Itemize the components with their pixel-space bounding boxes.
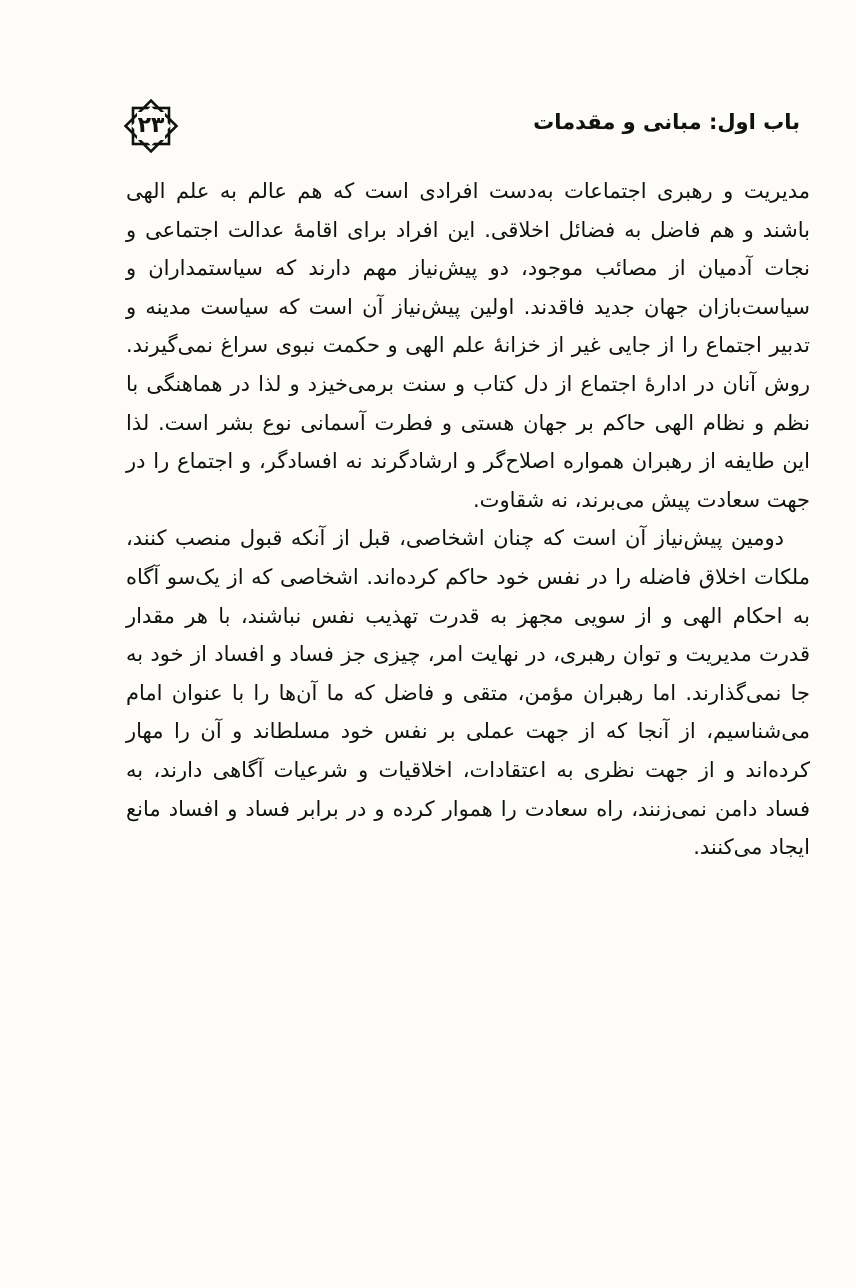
chapter-title: باب اول: مبانی و مقدمات [533,110,800,134]
page-number: ۲۳ [137,113,165,138]
paragraph-2: دومین پیش‌نیاز آن است که چنان اشخاصی، قبل از آنکه قبول منصب کنند، ملکات اخلاق فاضله را در نفس خود حاکم کرده‌اند. اشخاصی که از یک‌سو آگاه به احکام الهی و از سویی مجهز به قدرت تهذیب نفس نباشند، با هر مقدار قدرت مدیریت و توان رهبری، در نهایت امر، چیزی جز فساد و افساد از خود به جا نمی‌گذارند. اما رهبران مؤمن، متقی و فاضل که ما آن‌ها را با عنوان امام می‌شناسیم، از آنجا که از جهت عملی بر نفس خود مسلطاند و آن را مهار کرده‌اند و از جهت نظری به اعتقادات، اخلاقیات و شرعیات آگاهی دارند، به فساد دامن نمی‌زنند، راه سعادت را هموار کرده و در برابر فساد و افساد مانع ایجاد می‌کنند. [126,526,810,860]
page-number-badge [120,96,182,156]
page-header [120,96,800,156]
body-text [126,172,810,867]
paragraph-1: مدیریت و رهبری اجتماعات به‌دست افرادی است که هم عالم به علم الهی باشند و هم فاضل به فضائل اخلاقی. این افراد برای اقامهٔ عدالت اجتماعی و نجات آدمیان از مصائب موجود، دو پیش‌نیاز مهم دارند که سیاستمداران و سیاست‌بازان جهان جدید فاقدند. اولین پیش‌نیاز آن است که سیاست مدینه و تدبیر اجتماع را از جایی غیر از خزانهٔ علم الهی و حکمت نبوی سراغ نمی‌گیرند. روش آنان در ادارهٔ اجتماع از دل کتاب و سنت برمی‌خیزد و لذا در هماهنگی با نظم و نظام الهی حاکم بر جهان هستی و فطرت آسمانی نوع بشر است. لذا این طایفه از رهبران همواره اصلاح‌گر و ارشادگرند نه افسادگر، و اجتماع را در جهت سعادت پیش می‌برند، نه شقاوت. [126,179,810,512]
